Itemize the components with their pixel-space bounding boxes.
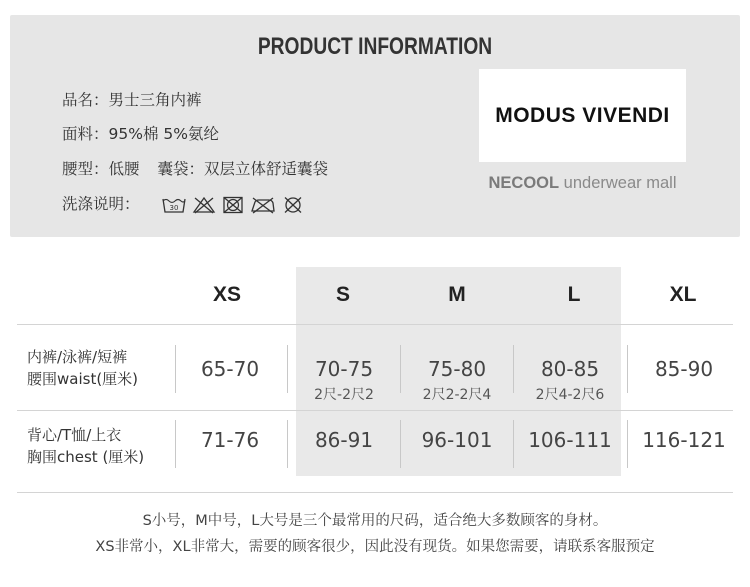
fabric-row	[62, 122, 219, 144]
row-label-waist-line1: 内裤/泳裤/短裤	[27, 348, 128, 366]
chest-m-value: 96-101	[421, 428, 493, 452]
waist-type-label: 腰型：	[62, 160, 109, 178]
size-header-s: S	[335, 283, 350, 306]
chest-l-value: 106-111	[528, 428, 612, 452]
waist-m-chi: 2尺2-2尺4	[422, 387, 492, 403]
table-divider	[17, 324, 733, 325]
row-label-chest	[27, 424, 144, 468]
table-divider	[17, 410, 733, 411]
product-name-label: 品名：	[62, 91, 109, 109]
waist-m-value: 75-80	[427, 357, 487, 381]
fabric-value: 95%棉 5%氨纶	[108, 125, 219, 143]
shop-name-strong: NECOOL	[488, 174, 560, 192]
table-divider	[17, 492, 733, 493]
waist-s-value: 70-75	[314, 357, 374, 381]
care-row	[62, 192, 304, 214]
size-header-m: M	[448, 283, 466, 306]
no-tumble-dry-icon	[222, 196, 244, 214]
no-dry-clean-icon	[282, 196, 304, 214]
waist-l-chi: 2尺4-2尺6	[535, 387, 605, 403]
product-name-row	[62, 88, 202, 110]
row-label-chest-line1: 背心/T恤/上衣	[27, 426, 122, 444]
product-info-title: PRODUCT INFORMATION	[257, 33, 493, 60]
row-label-waist-line2: 腰围waist(厘米)	[27, 370, 139, 388]
size-header-xl: XL	[669, 283, 697, 306]
no-bleach-icon	[192, 196, 216, 214]
waist-xl-value: 85-90	[654, 357, 714, 381]
fabric-label: 面料：	[62, 125, 109, 143]
shop-name	[479, 174, 686, 193]
wash-temp-text: 30	[169, 203, 179, 212]
footer-note-line2: XS非常小，XL非常大，需要的顾客很少，因此没有现货。如果您需要，请联系客服预定	[95, 539, 655, 555]
brand-logo-box	[479, 69, 686, 162]
chest-xl-value: 116-121	[642, 428, 726, 452]
care-label: 洗涤说明：	[62, 195, 140, 213]
waist-type-row	[62, 157, 328, 179]
footer-note-line1: S小号，M中号，L大号是三个最常用的尺码，适合绝大多数顾客的身材。	[142, 513, 608, 529]
waist-xs-value: 65-70	[200, 357, 260, 381]
shop-name-rest: underwear mall	[559, 174, 677, 192]
row-label-chest-line2: 胸围chest (厘米)	[27, 448, 145, 466]
brand-logo: MODUS VIVENDI	[495, 103, 670, 127]
waist-l-value: 80-85	[540, 357, 600, 381]
waist-type-value: 低腰	[108, 160, 140, 178]
wash-30-icon	[162, 196, 186, 214]
no-iron-icon	[250, 196, 276, 214]
product-name-value: 男士三角内裤	[108, 91, 202, 109]
size-header-l: L	[567, 283, 581, 306]
row-label-waist	[27, 346, 138, 390]
size-header-xs: XS	[212, 283, 241, 306]
waist-s-chi: 2尺-2尺2	[314, 387, 374, 403]
chest-xs-value: 71-76	[200, 428, 260, 452]
care-icons	[162, 196, 304, 214]
chest-s-value: 86-91	[314, 428, 374, 452]
pouch-value: 双层立体舒适囊袋	[204, 160, 329, 178]
pouch-label: 囊袋：	[157, 160, 205, 178]
